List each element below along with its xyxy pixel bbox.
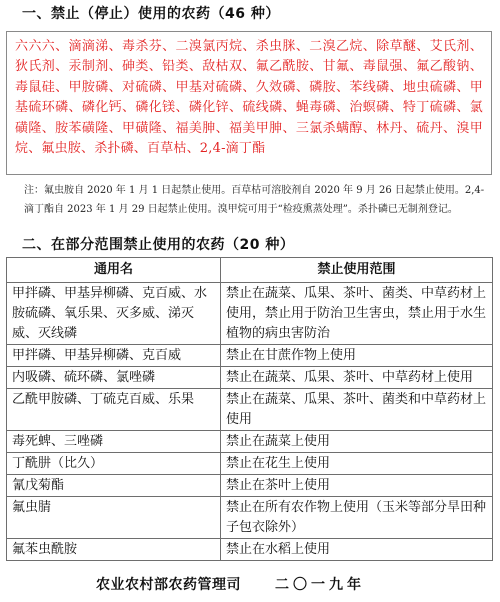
table-row [7,345,493,367]
row-common-name: 甲拌磷、甲基异柳磷、克百威、水胺硫磷、氧乐果、灭多威、涕灭威、灭线磷 [7,283,221,345]
row-common-name: 氟虫腈 [7,497,221,539]
row-common-name: 氟苯虫酰胺 [7,539,221,561]
section1-note: 注：氟虫胺自 2020 年 1 月 1 日起禁止使用。百草枯可溶胶剂自 2020 年 9 月 26 日起禁止使用。2,4-滴丁酯自 2023 年 1 月 29 日起禁止使用。溴甲烷可用于“检疫熏蒸处理”。杀扑磷已无制剂登记。 [24,185,485,215]
table-header-row [7,258,493,283]
row-prohibited-scope: 禁止在蔬菜、瓜果、茶叶、菌类和中草药材上使用 [221,389,493,431]
row-prohibited-scope: 禁止在蔬菜、瓜果、茶叶、中草药材上使用 [221,367,493,389]
table-row [7,367,493,389]
table-row [7,431,493,453]
banned-pesticides-list: 六六六、滴滴涕、毒杀芬、二溴氯丙烷、杀虫脒、二溴乙烷、除草醚、艾氏剂、狄氏剂、汞制剂、砷类、铅类、敌枯双、氟乙酰胺、甘氟、毒鼠强、氟乙酸钠、毒鼠硅、甲胺磷、对硫磷、甲基对硫磷、久效磷、磷胺、苯线磷、地虫硫磷、甲基硫环磷、磷化钙、磷化镁、磷化锌、硫线磷、蝇毒磷、治螟磷、特丁硫磷、氯磺隆、胺苯磺隆、甲磺隆、福美胂、福美甲胂、三氯杀螨醇、林丹、硫丹、溴甲烷、氟虫胺、杀扑磷、百草枯、2,4-滴丁酯 [15,39,483,157]
table-row [7,389,493,431]
banned-pesticides-box [6,31,492,175]
row-prohibited-scope: 禁止在甘蔗作物上使用 [221,345,493,367]
issuing-organization: 农业农村部农药管理司 [96,577,241,593]
row-prohibited-scope: 禁止在水稻上使用 [221,539,493,561]
table-row [7,283,493,345]
header-common-name: 通用名 [7,258,221,283]
section2-title: 二、在部分范围禁止使用的农药（20 种） [22,237,295,253]
document-footer [96,574,365,594]
header-prohibited-scope: 禁止使用范围 [221,258,493,283]
row-prohibited-scope: 禁止在蔬菜、瓜果、茶叶、菌类、中草药材上使用，禁止用于防治卫生害虫，禁止用于水生植物的病虫害防治 [221,283,493,345]
issue-date: 二〇一九年 [275,577,365,593]
section1-title: 一、禁止（停止）使用的农药（46 种） [22,6,280,22]
restricted-pesticides-table [6,257,493,561]
table-row [7,539,493,561]
row-prohibited-scope: 禁止在蔬菜上使用 [221,431,493,453]
row-common-name: 乙酰甲胺磷、丁硫克百威、乐果 [7,389,221,431]
row-common-name: 氰戊菊酯 [7,475,221,497]
table-row [7,453,493,475]
row-common-name: 丁酰肼（比久） [7,453,221,475]
row-common-name: 甲拌磷、甲基异柳磷、克百威 [7,345,221,367]
row-prohibited-scope: 禁止在茶叶上使用 [221,475,493,497]
row-prohibited-scope: 禁止在所有农作物上使用（玉米等部分旱田种子包衣除外） [221,497,493,539]
row-common-name: 毒死蜱、三唑磷 [7,431,221,453]
row-prohibited-scope: 禁止在花生上使用 [221,453,493,475]
row-common-name: 内吸磷、硫环磷、氯唑磷 [7,367,221,389]
table-row [7,475,493,497]
table-row [7,497,493,539]
